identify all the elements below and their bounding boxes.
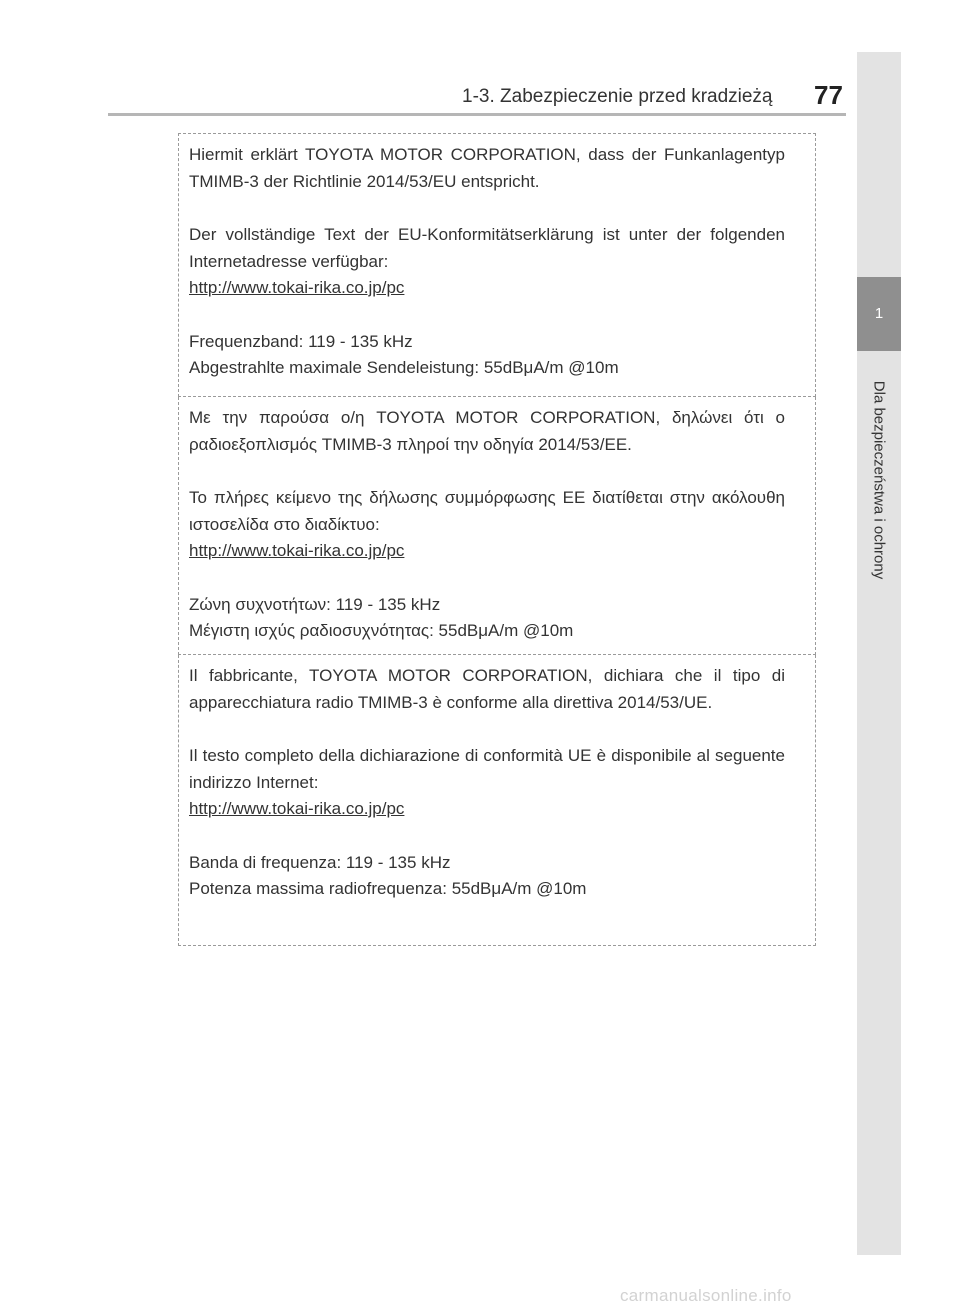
power-text: Potenza massima radiofrequenza: 55dBμA/m @10m [189, 879, 587, 898]
chapter-side-strip [857, 52, 901, 1255]
declaration-text: Il fabbricante, TOYOTA MOTOR CORPORATION, dichiara che il tipo di apparecchiatura radio TMIMB-3 è conforme alla direttiva 2014/53/UE. [189, 666, 785, 712]
declaration-box-german [178, 133, 816, 397]
section-title: 1-3. Zabezpieczenie przed kradzieżą [462, 86, 773, 107]
frequency-text: Ζώνη συχνοτήτων: 119 - 135 kHz [189, 594, 441, 614]
power-text: Abgestrahlte maximale Sendeleistung: 55dBμA/m @10m [189, 358, 619, 377]
availability-text: Το πλήρες κείμενο της δήλωσης συμμόρφωσης ΕΕ διατίθεται στην ακόλουθη ιστοσελίδα στο διαδίκτυο: [189, 488, 785, 534]
declaration-text: Hiermit erklärt TOYOTA MOTOR CORPORATION, dass der Funkanlagentyp TMIMB-3 der Richtlinie 2014/53/EU entspricht. [189, 145, 785, 191]
chapter-label: Dla bezpieczeństwa i ochrony [870, 380, 888, 580]
declaration-text: Με την παρούσα ο/η TOYOTA MOTOR CORPORATION, δηλώνει ότι ο ραδιοεξοπλισμός TMIMB-3 πληροί την οδηγία 2014/53/ΕΕ. [189, 408, 785, 454]
frequency-text: Frequenzband: 119 - 135 kHz [189, 331, 413, 351]
availability-text: Der vollständige Text der EU-Konformitätserklärung ist unter der folgenden Internetadresse verfügbar: [189, 225, 785, 271]
site-watermark: carmanualsonline.info [620, 1286, 792, 1305]
header-divider [108, 113, 846, 116]
declarations-container [178, 133, 816, 946]
declaration-link[interactable]: http://www.tokai-rika.co.jp/pc [189, 278, 405, 297]
availability-text: Il testo completo della dichiarazione di conformità UE è disponibile al seguente indirizzo Internet: [189, 746, 785, 792]
page-number: 77 [814, 80, 843, 110]
declaration-box-italian [178, 655, 816, 946]
declaration-link[interactable]: http://www.tokai-rika.co.jp/pc [189, 541, 405, 560]
declaration-link[interactable]: http://www.tokai-rika.co.jp/pc [189, 799, 405, 818]
power-text: Μέγιστη ισχύς ραδιοσυχνότητας: 55dBμA/m @10m [189, 621, 574, 640]
frequency-text: Banda di frequenza: 119 - 135 kHz [189, 852, 451, 872]
chapter-number-tab: 1 [857, 277, 901, 351]
declaration-box-greek [178, 397, 816, 655]
